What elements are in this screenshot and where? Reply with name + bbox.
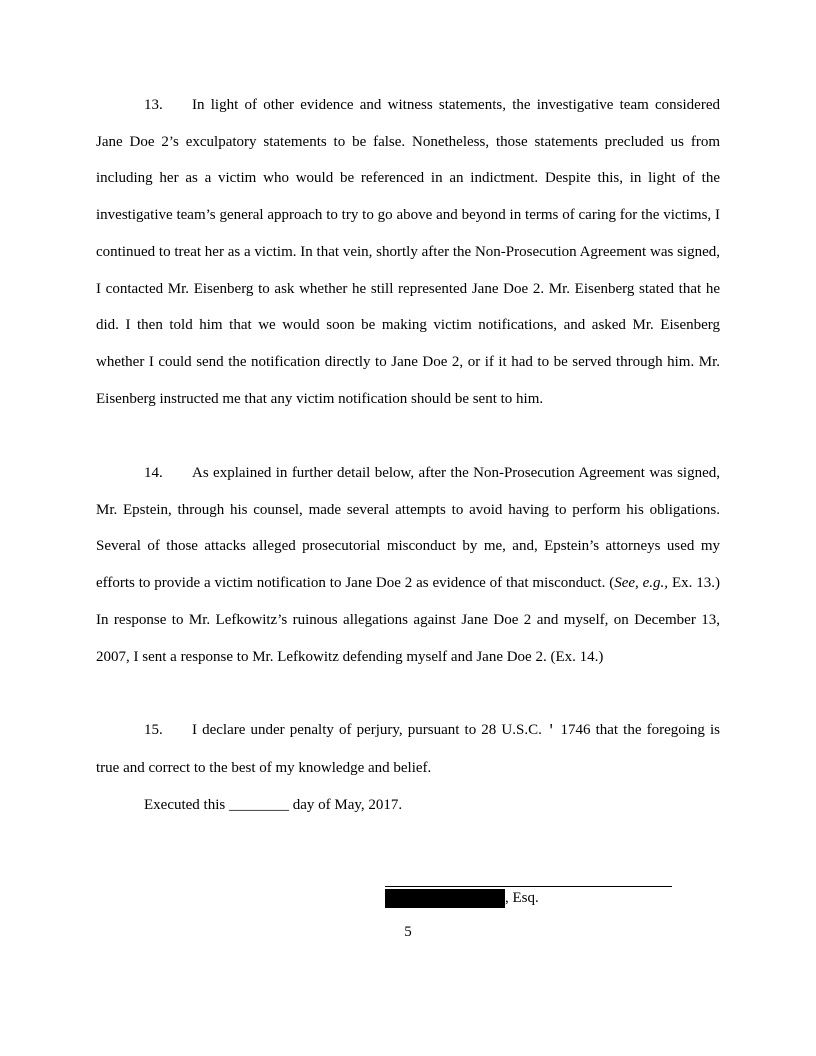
paragraph-text-continued: Ex. 13.) In response to Mr. Lefkowitz’s ruinous allegations against Jane Doe 2 and myself, on December 13, 2007, I sent a response to Mr. Lefkowitz defending myself and Jane Doe 2. (Ex. 14.) (96, 575, 720, 665)
signature-line (385, 886, 672, 887)
paragraph-text: As explained in further detail below, after the Non-Prosecution Agreement was signed, Mr. Epstein, through his counsel, made several attempts to avoid having to perform his obligations. Several of those attacks alleged prosecutorial misconduct by me, and, Epstein’s attorneys used my efforts to provide a victim notification to Jane Doe 2 as evidence of that misconduct. ( (96, 465, 720, 592)
paragraph-number: 13. (144, 97, 163, 113)
execution-line (144, 787, 402, 824)
redaction-bar (385, 889, 505, 908)
signature-block (385, 888, 539, 908)
citation-signal: See, e.g., (614, 575, 669, 592)
paragraph-text: In light of other evidence and witness statements, the investigative team considered Jane Doe 2’s exculpatory statements to be false. Nonetheless, those statements precluded us from including her as a victim who would be referenced in an indictment. Despite this, in light of the investigative team’s general approach to try to go above and beyond in terms of caring for the victims, I continued to treat her as a victim. In that vein, shortly after the Non-Prosecution Agreement was signed, I contacted Mr. Eisenberg to ask whether he still represented Jane Doe 2. Mr. Eisenberg stated that he did. I then told him that we would soon be making victim notifications, and asked Mr. Eisenberg whether I could send the notification directly to Jane Doe 2, or if it had to be served through him. Mr. Eisenberg instructed me that any victim notification should be sent to him. (96, 97, 720, 407)
signature-suffix: , Esq. (505, 889, 539, 906)
paragraph-15 (96, 712, 720, 786)
paragraph-14 (96, 455, 720, 675)
paragraph-number: 14. (144, 465, 163, 481)
date-blank: ________ (228, 797, 289, 813)
executed-suffix: day of May, 2017. (292, 797, 403, 813)
executed-prefix: Executed this (144, 797, 226, 813)
section-symbol: ' (546, 723, 556, 739)
paragraph-text: I declare under penalty of perjury, pursuant to 28 U.S.C. (192, 722, 542, 738)
paragraph-text-continued: 1746 that the foregoing is true and correct to the best of my knowledge and belief. (96, 722, 721, 776)
page-number: 5 (404, 924, 412, 940)
paragraph-13 (96, 87, 720, 417)
paragraph-number: 15. (144, 722, 163, 738)
